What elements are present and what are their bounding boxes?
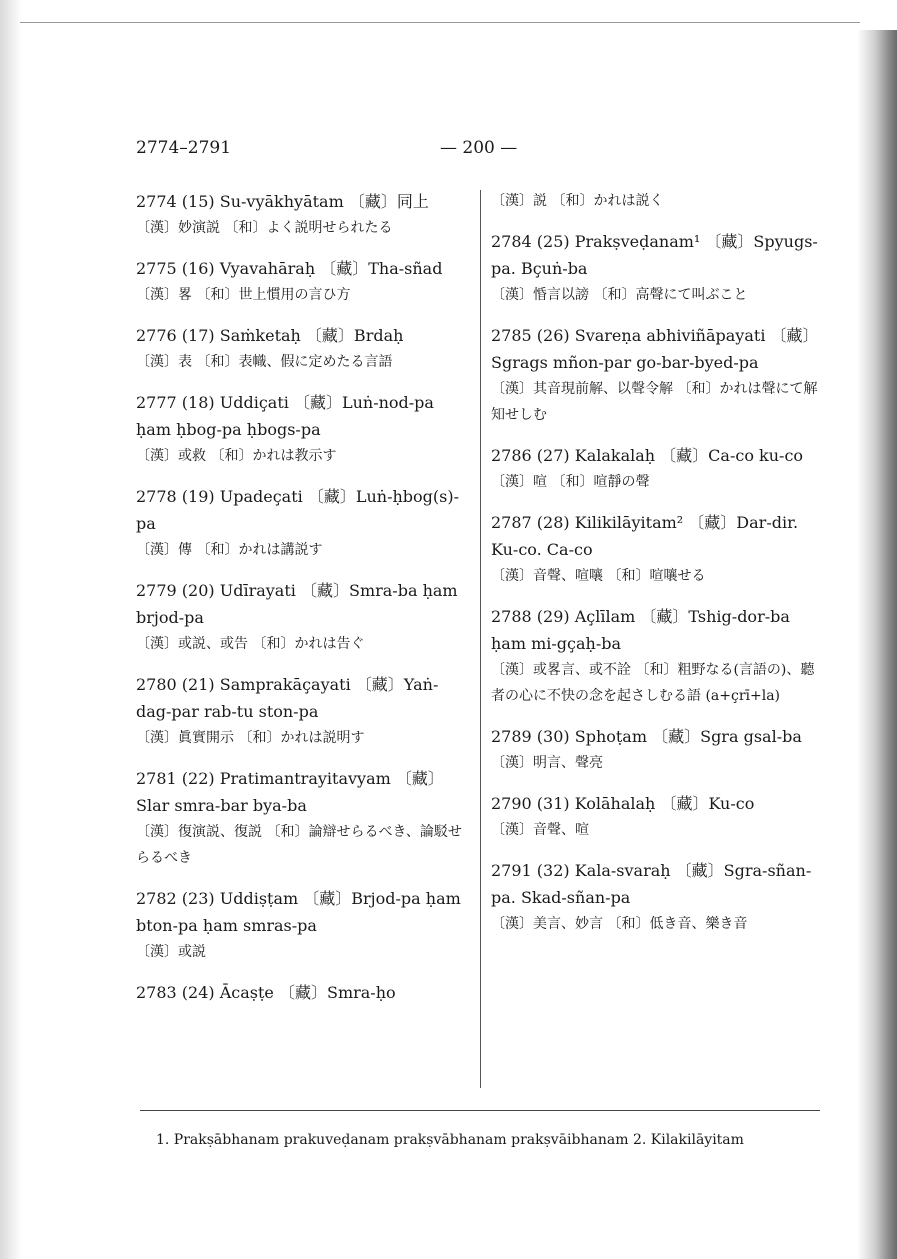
column-divider: [480, 190, 481, 1088]
entry-head: 2774 (15) Su-vyākhyātam 〔藏〕同上: [136, 192, 429, 211]
entry-2774: [136, 188, 466, 241]
entry-head: 2789 (30) Sphoṭam 〔藏〕Sgra gsal-ba: [491, 727, 802, 746]
entry-head: 2776 (17) Saṁketaḥ 〔藏〕Brdaḥ: [136, 326, 404, 345]
entry-gloss: 〔漢〕傳 〔和〕かれは講説す: [136, 542, 323, 558]
footnote-rule: [140, 1110, 820, 1111]
entry-head: 2779 (20) Udīrayati 〔藏〕Smra-ba ḥam brjod-pa: [136, 581, 458, 627]
entry-gloss: 〔漢〕眞實開示 〔和〕かれは説明す: [136, 730, 365, 746]
entry-2785: [491, 322, 823, 428]
entry-head: 2782 (23) Uddiṣṭam 〔藏〕Brjod-pa ḥam bton-pa ḥam smras-pa: [136, 889, 461, 935]
entry-2780: [136, 671, 466, 751]
entry-2784: [491, 228, 823, 308]
entry-gloss: 〔漢〕明言、聲亮: [491, 755, 603, 771]
entry-head: 2784 (25) Prakṣveḍanam¹ 〔藏〕Spyugs-pa. Bçuṅ-ba: [491, 232, 818, 278]
entry-head: 2780 (21) Samprakāçayati 〔藏〕Yaṅ-dag-par rab-tu ston-pa: [136, 675, 439, 721]
entry-2776: [136, 322, 466, 375]
left-column: [136, 188, 466, 1020]
footnote: 1. Prakṣābhanam prakuveḍanam prakṣvābhanam prakṣvāibhanam 2. Kilakilāyitam: [156, 1132, 744, 1148]
entry-gloss: 〔漢〕其音現前解、以聲令解 〔和〕かれは聲にて解知せしむ: [491, 381, 818, 423]
entry-2778: [136, 483, 466, 563]
entry-gloss: 〔漢〕或説: [136, 944, 206, 960]
entry-gloss: 〔漢〕妙演説 〔和〕よく説明せられたる: [136, 220, 393, 236]
entry-2787: [491, 509, 823, 589]
right-column: [491, 188, 823, 951]
entry-gloss: 〔漢〕喧 〔和〕喧靜の聲: [491, 474, 650, 490]
entry-head: 2786 (27) Kalakalaḥ 〔藏〕Ca-co ku-co: [491, 446, 804, 465]
entry-2783: [136, 979, 466, 1006]
entry-gloss: 〔漢〕表 〔和〕表幟、假に定めたる言語: [136, 354, 393, 370]
entry-head: 2785 (26) Svareṇa abhiviñāpayati 〔藏〕Sgrags mñon-par go-bar-byed-pa: [491, 326, 819, 372]
scan-edge-left: [0, 0, 22, 1259]
entry-gloss: 〔漢〕或畧言、或不詮 〔和〕粗野なる(言語の)、聽者の心に不快の念を起さしむる語 (a+çrī+la): [491, 662, 815, 704]
entry-2779: [136, 577, 466, 657]
entry-gloss: 〔漢〕音聲、喧嚷 〔和〕喧嚷せる: [491, 568, 706, 584]
entry-2790: [491, 790, 823, 843]
entry-2789: [491, 723, 823, 776]
scan-edge-right: [857, 30, 897, 1259]
page-number: — 200 —: [440, 138, 518, 158]
scan-edge-top: [20, 8, 860, 23]
entry-gloss: 〔漢〕或説、或告 〔和〕かれは告ぐ: [136, 636, 365, 652]
entry-2783-continued: [491, 188, 823, 214]
entry-gloss: 〔漢〕復演説、復説 〔和〕論辯せらるべき、論駁せらるべき: [136, 824, 462, 866]
entry-gloss: 〔漢〕或救 〔和〕かれは教示す: [136, 448, 337, 464]
entry-head: 2775 (16) Vyavahāraḥ 〔藏〕Tha-sñad: [136, 259, 443, 278]
entry-head: 2781 (22) Pratimantrayitavyam 〔藏〕Slar smra-bar bya-ba: [136, 769, 444, 815]
entry-head: 2783 (24) Ācaṣṭe 〔藏〕Smra-ḥo: [136, 983, 396, 1002]
entry-2775: [136, 255, 466, 308]
entry-range: 2774–2791: [136, 138, 232, 158]
entry-head: 2787 (28) Kilikilāyitam² 〔藏〕Dar-dir. Ku-co. Ca-co: [491, 513, 799, 559]
entry-2788: [491, 603, 823, 709]
entry-head: 2788 (29) Açlīlam 〔藏〕Tshig-dor-ba ḥam mi-gçaḥ-ba: [491, 607, 790, 653]
entry-head: 2778 (19) Upadeçati 〔藏〕Luṅ-ḥbog(s)-pa: [136, 487, 460, 533]
entry-head: 2777 (18) Uddiçati 〔藏〕Luṅ-nod-pa ḥam ḥbog-pa ḥbogs-pa: [136, 393, 434, 439]
entry-2777: [136, 389, 466, 469]
entry-gloss: 〔漢〕惛言以謗 〔和〕高聲にて叫ぶこと: [491, 287, 748, 303]
entry-head: 2791 (32) Kala-svaraḥ 〔藏〕Sgra-sñan-pa. Skad-sñan-pa: [491, 861, 812, 907]
entry-gloss: 〔漢〕畧 〔和〕世上慣用の言ひ方: [136, 287, 351, 303]
entry-gloss: 〔漢〕美言、妙言 〔和〕低き音、樂き音: [491, 916, 748, 932]
entry-2786: [491, 442, 823, 495]
entry-2781: [136, 765, 466, 871]
entry-2791: [491, 857, 823, 937]
entry-gloss: 〔漢〕説 〔和〕かれは説く: [491, 193, 664, 209]
entry-head: 2790 (31) Kolāhalaḥ 〔藏〕Ku-co: [491, 794, 755, 813]
entry-gloss: 〔漢〕音聲、喧: [491, 822, 589, 838]
entry-2782: [136, 885, 466, 965]
